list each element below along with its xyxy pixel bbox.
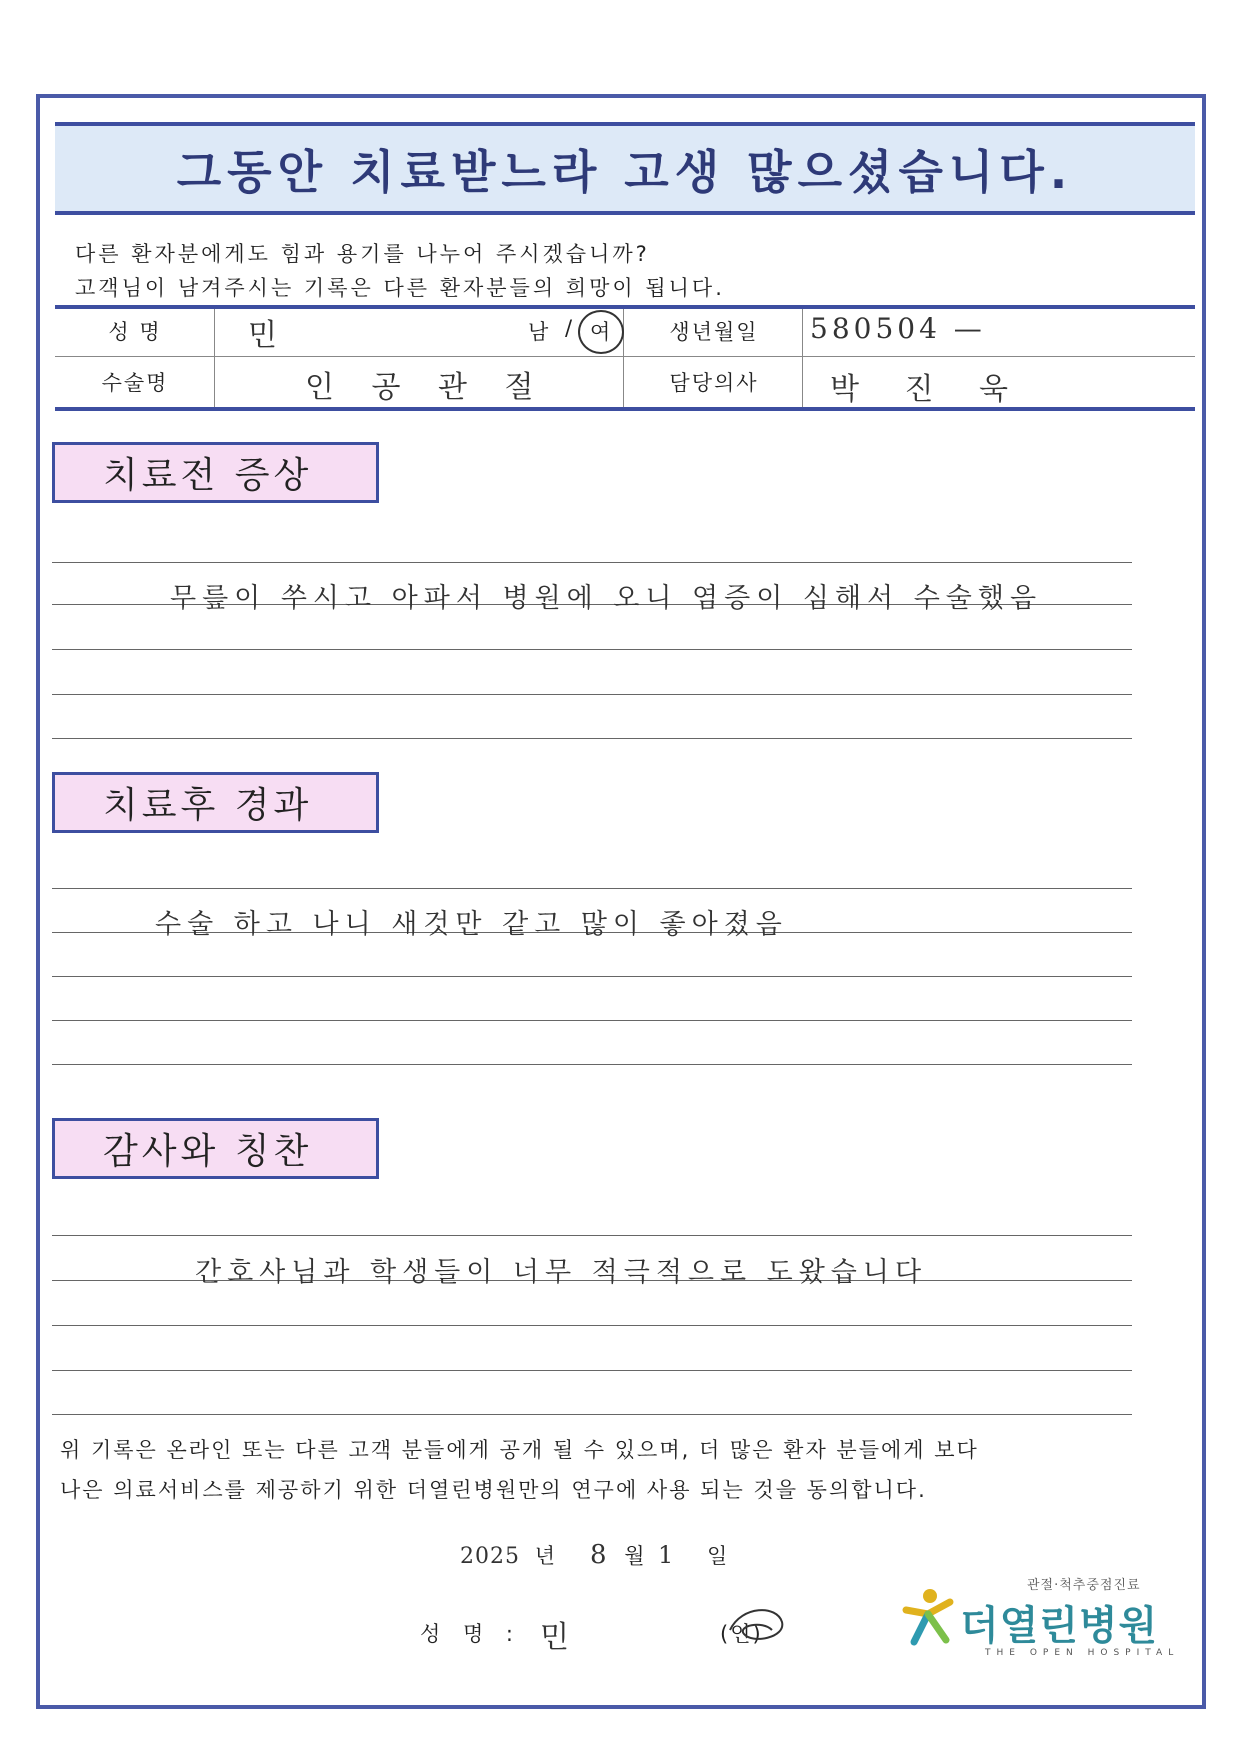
- info-divider: [802, 309, 803, 407]
- writing-rule: [52, 562, 1132, 563]
- section-after-treatment: [52, 772, 379, 833]
- writing-rule: [52, 1370, 1132, 1371]
- writing-rule: [52, 1235, 1132, 1236]
- logo-subtitle: 관절·척추중점진료: [1027, 1578, 1141, 1593]
- date-month-unit: 월: [624, 1544, 645, 1568]
- date-year-unit: 년: [534, 1544, 555, 1568]
- writing-rule: [52, 694, 1132, 695]
- section-handwritten-text: 간호사님과 학생들이 너무 적극적으로 도왔습니다: [195, 1257, 928, 1288]
- gender-selected-circle: [578, 310, 624, 354]
- signature-name: 민: [540, 1620, 579, 1655]
- name-label: 성 명: [108, 320, 162, 344]
- hospital-logo-english: THE OPEN HOSPITAL: [985, 1648, 1180, 1658]
- date-year: [460, 1540, 555, 1570]
- birth-value: 580504 —: [810, 312, 986, 345]
- writing-rule: [52, 1325, 1132, 1326]
- gender-female: 여: [590, 320, 613, 344]
- info-divider: [214, 309, 215, 407]
- doctor-value: 박 진 욱: [830, 372, 1027, 407]
- section-title: 치료후 경과: [103, 785, 313, 826]
- date-month-value: 8: [590, 1540, 608, 1570]
- writing-rule: [52, 976, 1132, 977]
- section-title: 감사와 칭찬: [103, 1131, 313, 1172]
- info-table-top-rule: [55, 305, 1195, 309]
- info-table-mid-rule: [55, 356, 1195, 357]
- hospital-logo-name: 더열린병원: [960, 1603, 1159, 1649]
- doctor-label: 담당의사: [669, 371, 759, 395]
- section-thanks: [52, 1118, 379, 1179]
- title-banner: [55, 122, 1195, 215]
- intro-line-1: 다른 환자분에게도 힘과 용기를 나누어 주시겠습니까?: [75, 242, 650, 266]
- section-handwritten-text: 수술 하고 나니 새것만 같고 많이 좋아졌음: [155, 909, 788, 940]
- surgery-label: 수술명: [101, 371, 169, 395]
- page-title: 그동안 치료받느라 고생 많으셨습니다.: [176, 144, 1074, 199]
- date-day-value: 1: [658, 1541, 675, 1569]
- section-handwritten-text: 무릎이 쑤시고 아파서 병원에 오니 염증이 심해서 수술했음: [170, 583, 1043, 614]
- hospital-logo-icon: [900, 1586, 956, 1648]
- birth-label: 생년월일: [669, 320, 759, 344]
- date-day: [658, 1540, 727, 1570]
- signature-scribble-icon: [722, 1600, 792, 1650]
- signature-label: 성 명 :: [420, 1622, 521, 1646]
- info-divider: [623, 309, 624, 407]
- section-before-treatment: [52, 442, 379, 503]
- intro-line-2: 고객님이 남겨주시는 기록은 다른 환자분들의 희망이 됩니다.: [75, 276, 725, 300]
- writing-rule: [52, 738, 1132, 739]
- signature-seal: (인): [720, 1622, 763, 1646]
- writing-rule: [52, 888, 1132, 889]
- writing-rule: [52, 1064, 1132, 1065]
- date-year-value: 2025: [460, 1544, 520, 1569]
- writing-rule: [52, 649, 1132, 650]
- gender-male: 남: [528, 320, 551, 344]
- consent-line-1: 위 기록은 온라인 또는 다른 고객 분들에게 공개 될 수 있으며, 더 많은 환자 분들에게 보다: [60, 1438, 979, 1462]
- surgery-value: 인 공 관 절: [305, 370, 548, 405]
- consent-line-2: 나은 의료서비스를 제공하기 위한 더열린병원만의 연구에 사용 되는 것을 동의합니다.: [60, 1478, 927, 1502]
- writing-rule: [52, 1020, 1132, 1021]
- date-month: [590, 1540, 645, 1570]
- date-day-unit: 일: [706, 1544, 728, 1568]
- gender-separator: /: [565, 316, 575, 340]
- section-title: 치료전 증상: [103, 455, 313, 496]
- writing-rule: [52, 1414, 1132, 1415]
- name-value: 민: [248, 318, 287, 353]
